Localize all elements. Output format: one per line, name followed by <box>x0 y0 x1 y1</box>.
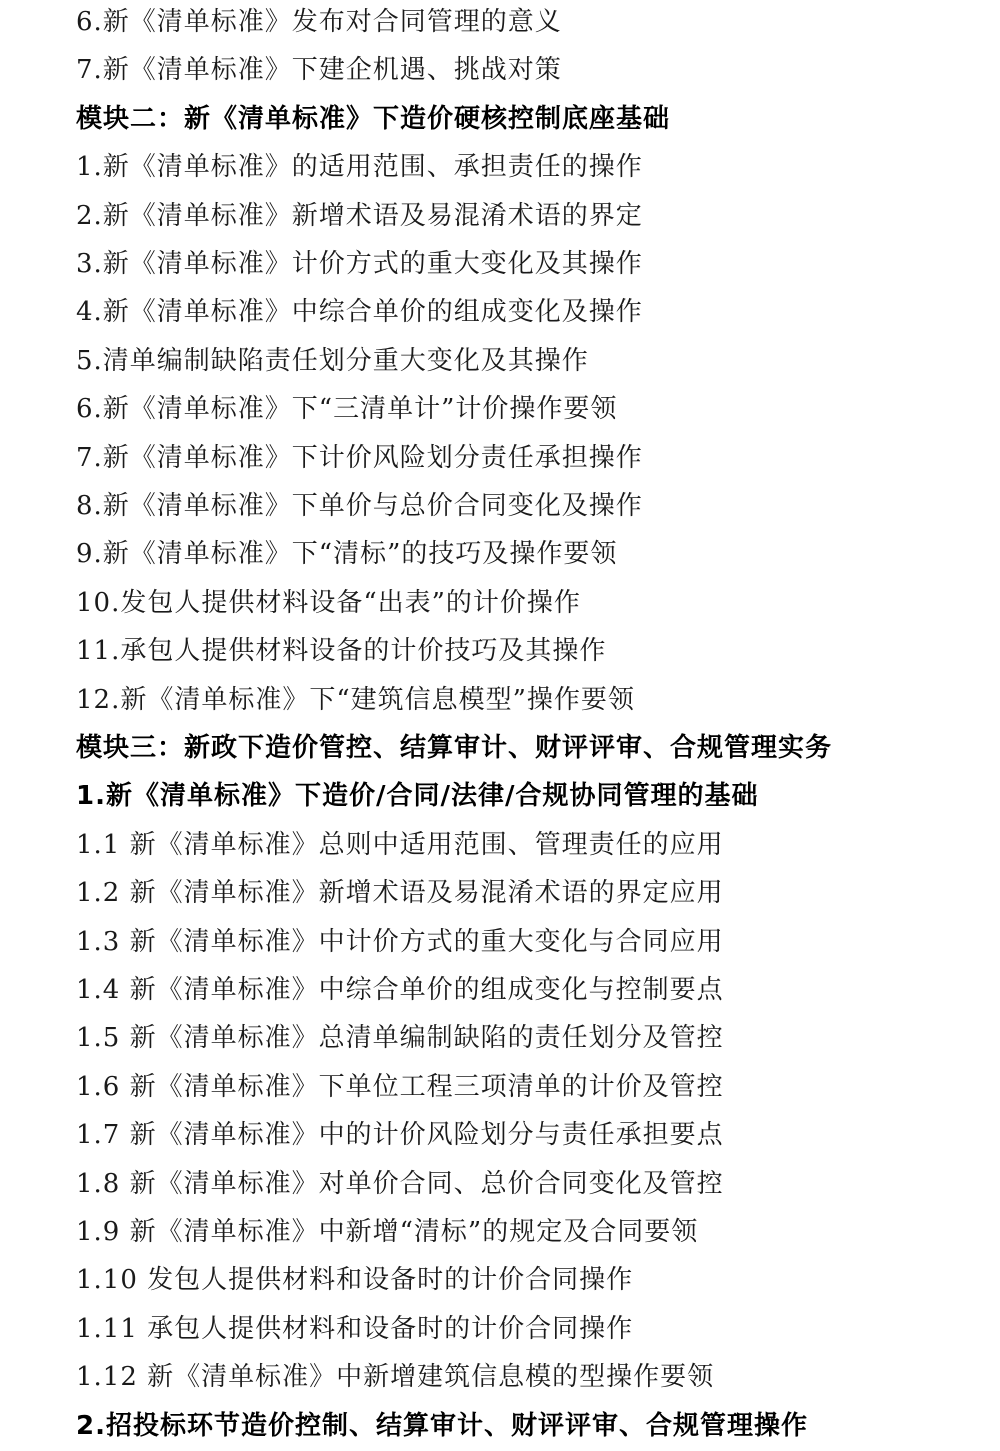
list-item: 8.新《清单标准》下单价与总价合同变化及操作 <box>76 491 643 521</box>
list-item: 1.12 新《清单标准》中新增建筑信息模的型操作要领 <box>76 1362 715 1393</box>
section-heading: 2.招投标环节造价控制、结算审计、财评评审、合规管理操作 <box>76 1410 808 1441</box>
list-item: 1.9 新《清单标准》中新增“清标”的规定及合同要领 <box>76 1217 699 1247</box>
list-item: 1.11 承包人提供材料和设备时的计价合同操作 <box>76 1313 634 1344</box>
list-item: 1.3 新《清单标准》中计价方式的重大变化与合同应用 <box>76 926 724 957</box>
section-heading: 模块三：新政下造价管控、结算审计、财评评审、合规管理实务 <box>76 733 833 763</box>
list-item: 1.10 发包人提供材料和设备时的计价合同操作 <box>76 1265 634 1296</box>
list-item: 3.新《清单标准》计价方式的重大变化及其操作 <box>76 249 643 279</box>
section-heading: 模块二：新《清单标准》下造价硬核控制底座基础 <box>76 103 671 134</box>
list-item: 1.1 新《清单标准》总则中适用范围、管理责任的应用 <box>76 829 724 860</box>
list-item: 7.新《清单标准》下计价风险划分责任承担操作 <box>76 442 643 473</box>
list-item: 10.发包人提供材料设备“出表”的计价操作 <box>76 587 581 618</box>
list-item: 6.新《清单标准》发布对合同管理的意义 <box>76 7 562 37</box>
section-heading: 1.新《清单标准》下造价/合同/法律/合规协同管理的基础 <box>76 781 759 812</box>
list-item: 11.承包人提供材料设备的计价技巧及其操作 <box>76 636 607 667</box>
list-item: 1.6 新《清单标准》下单位工程三项清单的计价及管控 <box>76 1071 724 1102</box>
list-item: 9.新《清单标准》下“清标”的技巧及操作要领 <box>76 539 618 570</box>
list-item: 2.新《清单标准》新增术语及易混淆术语的界定 <box>76 200 643 231</box>
list-item: 1.8 新《清单标准》对单价合同、总价合同变化及管控 <box>76 1168 724 1199</box>
list-item: 1.新《清单标准》的适用范围、承担责任的操作 <box>76 152 643 183</box>
list-item: 6.新《清单标准》下“三清单计”计价操作要领 <box>76 394 618 425</box>
list-item: 1.7 新《清单标准》中的计价风险划分与责任承担要点 <box>76 1120 724 1151</box>
list-item: 1.2 新《清单标准》新增术语及易混淆术语的界定应用 <box>76 878 724 909</box>
list-item: 7.新《清单标准》下建企机遇、挑战对策 <box>76 55 562 86</box>
list-item: 5.清单编制缺陷责任划分重大变化及其操作 <box>76 345 589 376</box>
list-item: 12.新《清单标准》下“建筑信息模型”操作要领 <box>76 684 635 715</box>
list-item: 1.4 新《清单标准》中综合单价的组成变化与控制要点 <box>76 975 724 1005</box>
list-item: 1.5 新《清单标准》总清单编制缺陷的责任划分及管控 <box>76 1023 724 1054</box>
list-item: 4.新《清单标准》中综合单价的组成变化及操作 <box>76 297 643 328</box>
